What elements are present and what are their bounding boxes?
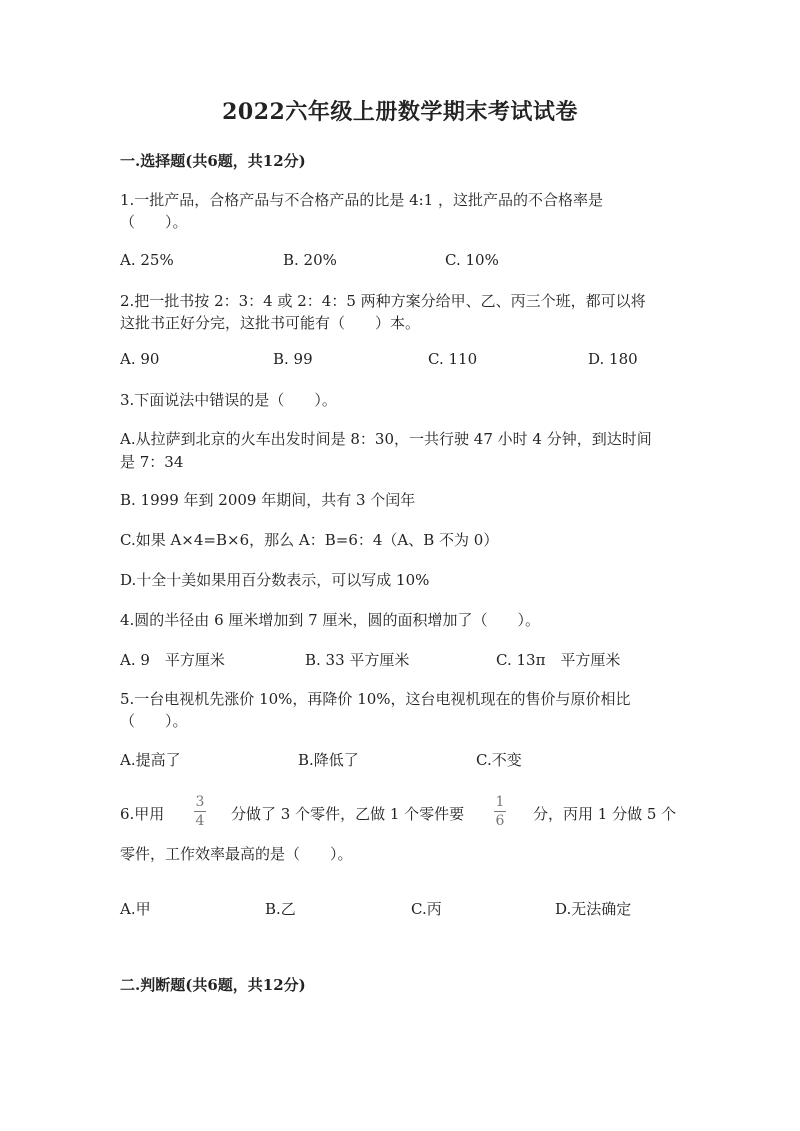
question-5-option-b: B.降低了 xyxy=(298,751,359,769)
question-6-text-part2: 分做了 3 个零件，乙做 1 个零件要 xyxy=(231,805,465,823)
question-6-fraction-1 xyxy=(192,794,208,829)
question-5-option-a: A.提高了 xyxy=(120,751,181,769)
question-1-option-c: C. 10% xyxy=(445,251,499,269)
question-5-text: 5.一台电视机先涨价 10%，再降价 10%，这台电视机现在的售价与原价相比 xyxy=(120,690,631,708)
fraction-1-numerator: 3 xyxy=(195,794,205,810)
question-2-text: 2.把一批书按 2：3：4 或 2：4：5 两种方案分给甲、乙、丙三个班，都可以将 xyxy=(120,292,646,310)
question-2-option-d: D. 180 xyxy=(588,350,638,368)
question-3-option-a-cont: 是 7：34 xyxy=(120,453,184,471)
question-1-option-a: A. 25% xyxy=(120,251,174,269)
question-3-option-c: C.如果 A×4=B×6，那么 A：B=6：4（A、B 不为 0） xyxy=(120,531,499,549)
question-2-option-c: C. 110 xyxy=(428,350,478,368)
fraction-2-denominator: 6 xyxy=(495,813,505,829)
question-1-blank: （ ）。 xyxy=(120,213,188,231)
question-6-option-d: D.无法确定 xyxy=(555,900,632,918)
question-6-text-part3: 分，丙用 1 分做 5 个 xyxy=(533,805,677,823)
question-3-option-b: B. 1999 年到 2009 年期间，共有 3 个闰年 xyxy=(120,491,416,509)
question-2-option-a: A. 90 xyxy=(120,350,160,368)
question-5-blank: （ ）。 xyxy=(120,712,188,730)
question-5-option-c: C.不变 xyxy=(476,751,522,769)
fraction-1-bar xyxy=(194,811,206,812)
question-3-option-a: A.从拉萨到北京的火车出发时间是 8：30，一共行驶 47 小时 4 分钟，到达时间 xyxy=(120,430,652,448)
fraction-2-bar xyxy=(494,811,506,812)
exam-title: 2022六年级上册数学期末考试试卷 xyxy=(222,99,578,125)
question-4-option-c: C. 13π 平方厘米 xyxy=(496,651,621,669)
fraction-2-numerator: 1 xyxy=(495,794,505,810)
question-6-option-b: B.乙 xyxy=(265,900,296,918)
question-6-option-c: C.丙 xyxy=(411,900,442,918)
question-2-text-cont: 这批书正好分完，这批书可能有（ ）本。 xyxy=(120,314,421,332)
question-4-option-a: A. 9 平方厘米 xyxy=(120,651,225,669)
question-6-text-cont: 零件，工作效率最高的是（ ）。 xyxy=(120,845,353,863)
question-3-text: 3.下面说法中错误的是（ ）。 xyxy=(120,391,337,409)
question-2-option-b: B. 99 xyxy=(273,350,313,368)
fraction-1-denominator: 4 xyxy=(195,813,205,829)
section-heading-judgement: 二.判断题(共6题，共12分) xyxy=(120,976,306,994)
question-1-text: 1.一批产品，合格产品与不合格产品的比是 4:1 ，这批产品的不合格率是 xyxy=(120,191,603,209)
question-6-fraction-2 xyxy=(492,794,508,829)
question-4-option-b: B. 33 平方厘米 xyxy=(305,651,410,669)
question-1-option-b: B. 20% xyxy=(283,251,337,269)
question-6-text-part1: 6.甲用 xyxy=(120,805,165,823)
section-heading-choice: 一.选择题(共6题，共12分) xyxy=(120,152,306,170)
question-6-option-a: A.甲 xyxy=(120,900,151,918)
question-4-text: 4.圆的半径由 6 厘米增加到 7 厘米，圆的面积增加了（ ）。 xyxy=(120,611,540,629)
question-3-option-d: D.十全十美如果用百分数表示，可以写成 10% xyxy=(120,571,430,589)
